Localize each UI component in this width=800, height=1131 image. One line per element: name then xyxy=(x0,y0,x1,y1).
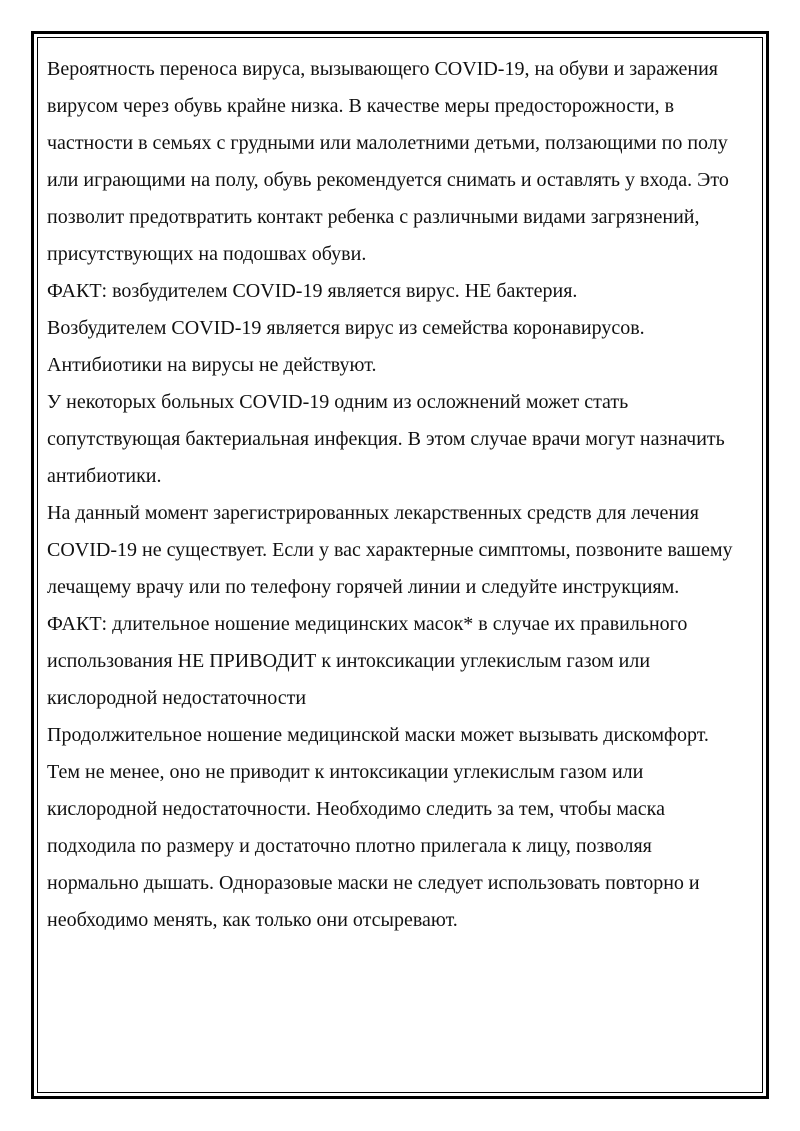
paragraph-antibiotics: Возбудителем COVID-19 является вирус из семейства коронавирусов. Антибиотики на вирусы не действуют. xyxy=(47,317,645,376)
paragraph-mask-wearing: Продолжительное ношение медицинской маски может вызывать дискомфорт. Тем не менее, оно не приводит к интоксикации углекислым газом или кислородной недостаточности. Необходимо следить за тем, чтобы маска подходила по размеру и достаточно плотно прилегала к лицу, позволяя нормально дышать. Одноразовые маски не следует использовать повторно и необходимо менять, как только они отсыревают. xyxy=(47,724,709,931)
paragraph-no-medicines: На данный момент зарегистрированных лекарственных средств для лечения COVID-19 не существует. Если у вас характерные симптомы, позвоните вашему лечащему врачу или по телефону горячей линии и следуйте инструкциям. xyxy=(47,502,733,598)
document-body xyxy=(47,51,737,939)
paragraph-bacterial-infection: У некоторых больных COVID-19 одним из осложнений может стать сопутствующая бактериальная инфекция. В этом случае врачи могут назначить антибиотики. xyxy=(47,391,725,487)
paragraph-fact-masks: ФАКТ: длительное ношение медицинских масок* в случае их правильного использования НЕ ПРИВОДИТ к интоксикации углекислым газом или кислородной недостаточности xyxy=(47,613,688,709)
paragraph-fact-virus: ФАКТ: возбудителем COVID-19 является вирус. НЕ бактерия. xyxy=(47,280,578,302)
paragraph-shoes: Вероятность переноса вируса, вызывающего COVID-19, на обуви и заражения вирусом через обувь крайне низка. В качестве меры предосторожности, в частности в семьях с грудными или малолетними детьми, ползающими по полу или играющими на полу, обувь рекомендуется снимать и оставлять у входа. Это позволит предотвратить контакт ребенка с различными видами загрязнений, присутствующих на подошвах обуви. xyxy=(47,58,729,265)
